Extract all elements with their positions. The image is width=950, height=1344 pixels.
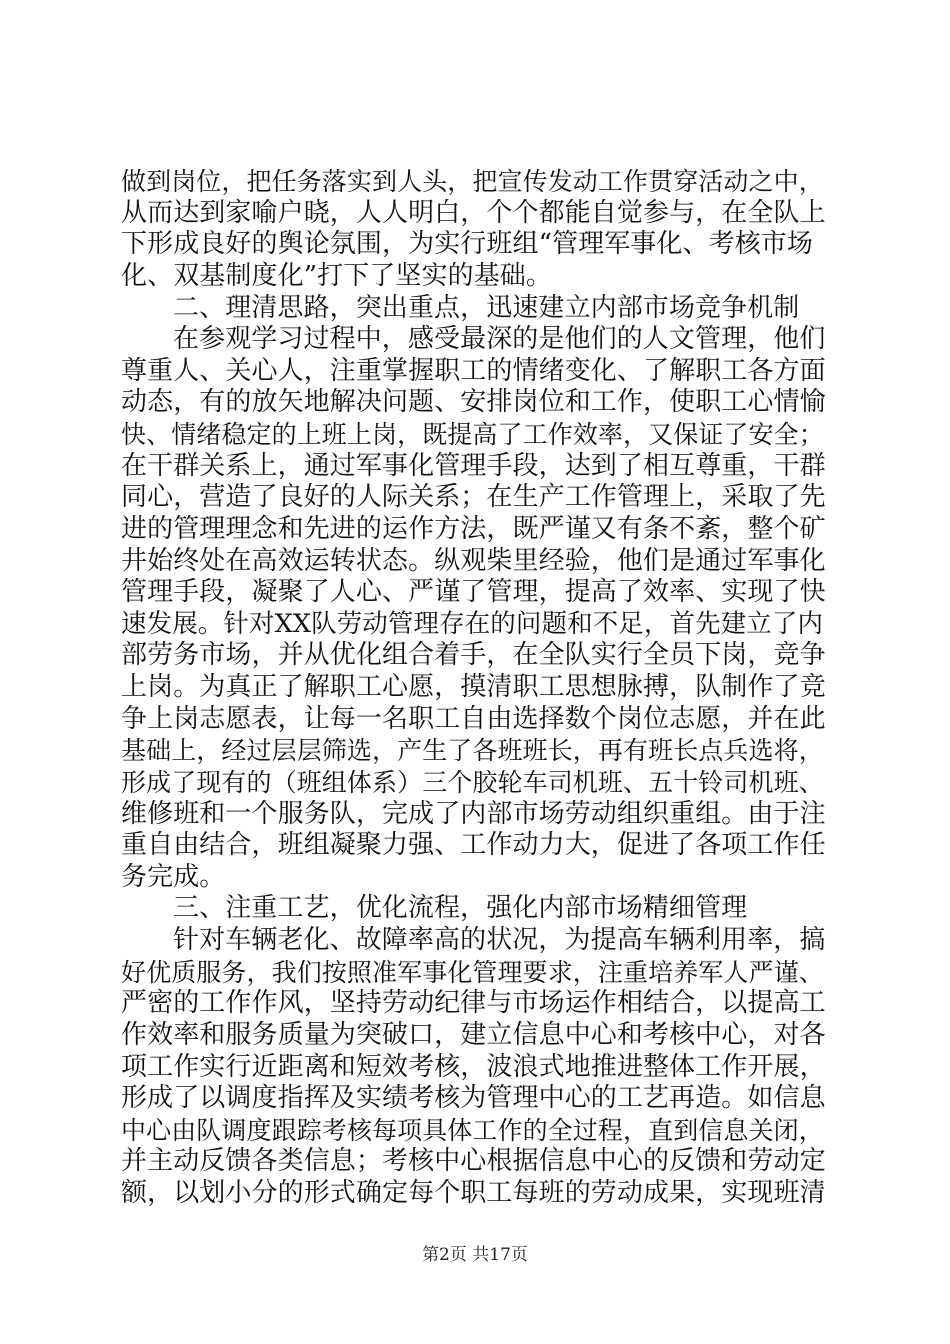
text-line: 严密的工作作风，坚持劳动纪律与市场运作相结合，以提高工	[121, 988, 826, 1019]
text-line: 在干群关系上，通过军事化管理手段，达到了相互尊重，干群	[121, 450, 826, 481]
text-line: 基础上，经过层层筛选，产生了各班班长，再有班长点兵选将，	[121, 736, 824, 766]
text-line: 同心，营造了良好的人际关系；在生产工作管理上，采取了先	[121, 482, 826, 513]
section-heading: 二、理清思路，突出重点，迅速建立内部市场竞争机制	[173, 292, 800, 323]
text-line: 务完成。	[121, 861, 226, 892]
text-line: 中心由队调度跟踪考核每项具体工作的全过程，直到信息关闭，	[121, 1115, 824, 1145]
text-line: 形成了以调度指挥及实绩考核为管理中心的工艺再造。如信息	[121, 1083, 826, 1114]
text-line: 形成了现有的（班组体系）三个胶轮车司机班、五十铃司机班、	[121, 767, 824, 797]
text-line: 尊重人、关心人，注重掌握职工的情绪变化、了解职工各方面	[121, 355, 826, 386]
text-line: 针对车辆老化、故障率高的状况，为提高车辆利用率，搞	[173, 925, 826, 955]
text-line: 在参观学习过程中，感受最深的是他们的人文管理，他们	[173, 324, 826, 355]
text-line: 项工作实行近距离和短效考核，波浪式地推进整体工作开展，	[121, 1051, 826, 1082]
text-line: 下形成良好的舆论氛围，为实行班组“管理军事化、考核市场	[121, 229, 813, 260]
text-line: 做到岗位，把任务落实到人头，把宣传发动工作贯穿活动之中，	[121, 167, 824, 196]
text-line: 重自由结合，班组凝聚力强、工作动力大，促进了各项工作任	[121, 830, 826, 861]
section-heading: 三、注重工艺，优化流程，强化内部市场精细管理	[173, 893, 748, 924]
text-line: 管理手段，凝聚了人心、严谨了管理，提高了效率、实现了快	[121, 577, 826, 608]
text-line: 额，以划小分的形式确定每个职工每班的劳动成果，实现班清	[121, 1178, 826, 1208]
text-line: 争上岗志愿表，让每一名职工自由选择数个岗位志愿，并在此	[121, 703, 826, 734]
text-line: 速发展。针对XX队劳动管理存在的问题和不足，首先建立了内	[121, 608, 824, 639]
text-line: 进的管理理念和先进的运作方法，既严谨又有条不紊，整个矿	[121, 513, 826, 544]
text-line: 井始终处在高效运转状态。纵观柴里经验，他们是通过军事化	[121, 545, 826, 576]
text-line: 从而达到家喻户晓，人人明白，个个都能自觉参与，在全队上	[121, 197, 826, 228]
text-line: 部劳务市场，并从优化组合着手，在全队实行全员下岗，竞争	[121, 640, 826, 671]
text-line: 好优质服务，我们按照准军事化管理要求，注重培养军人严谨、	[121, 957, 824, 987]
text-line: 并主动反馈各类信息；考核中心根据信息中心的反馈和劳动定	[121, 1146, 826, 1177]
text-line: 维修班和一个服务队，完成了内部市场劳动组织重组。由于注	[121, 798, 826, 829]
text-line: 上岗。为真正了解职工心愿，摸清职工思想脉搏，队制作了竞	[121, 672, 826, 702]
text-line: 化、双基制度化”打下了坚实的基础。	[121, 260, 552, 291]
text-line: 作效率和服务质量为突破口，建立信息中心和考核中心，对各	[121, 1019, 826, 1050]
page-number-footer: 第2页 共17页	[422, 1245, 528, 1265]
text-line: 动态，有的放矢地解决问题、安排岗位和工作，使职工心情愉	[121, 387, 826, 418]
text-line: 快、情绪稳定的上班上岗，既提高了工作效率，又保证了安全；	[121, 420, 824, 449]
